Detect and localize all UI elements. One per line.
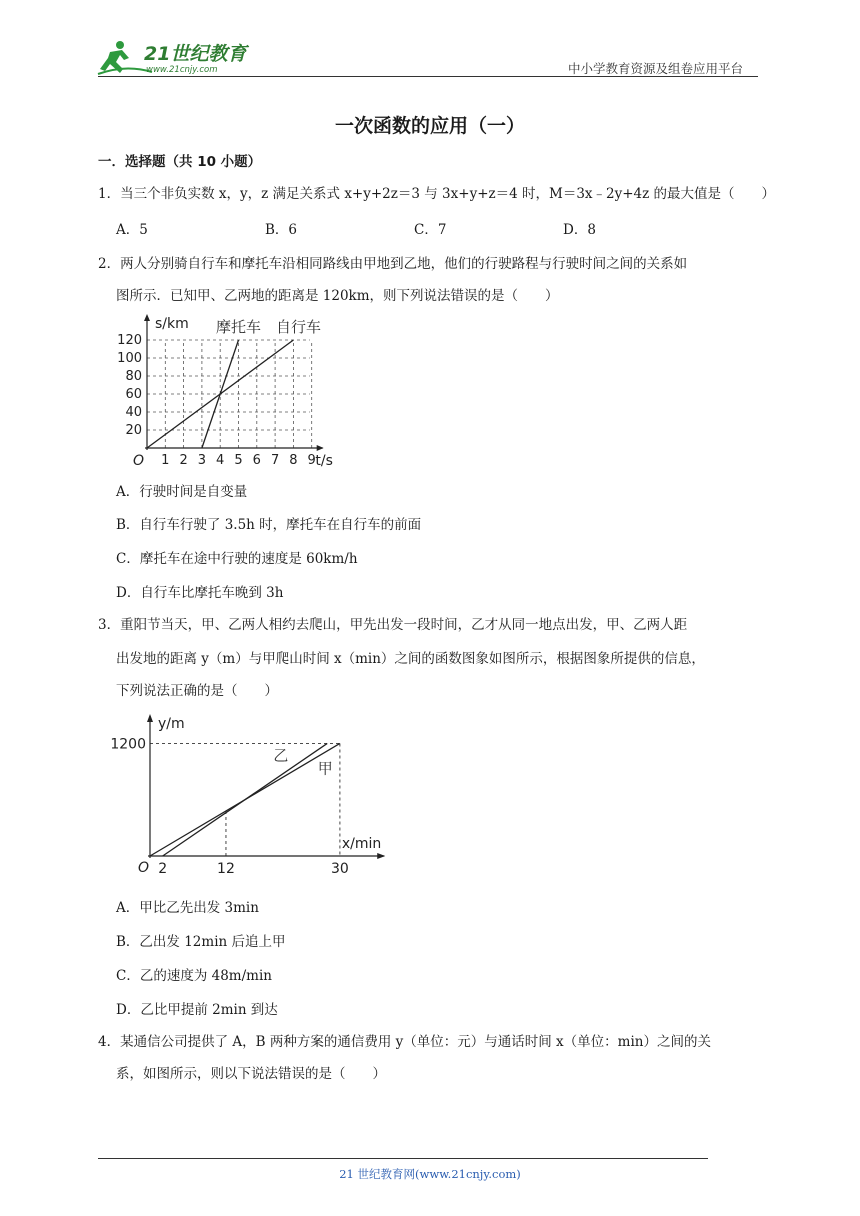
q1-option-b: B．6: [265, 222, 298, 238]
q1-option-a: A．5: [116, 222, 148, 238]
x-tick-label: 8: [289, 453, 298, 468]
q1-option-c: C．7: [414, 222, 447, 238]
x-tick-label: 9: [307, 453, 316, 468]
label-jia: 甲: [317, 759, 333, 778]
footer-text: 21 世纪教育网(www.21cnjy.com): [339, 1167, 521, 1181]
chart-2-mountain-climb: [112, 712, 412, 882]
question-3-line-3: 下列说法正确的是（ ）: [116, 683, 278, 699]
x-axis-arrow: [377, 853, 385, 859]
question-3-line-2: 出发地的距离 y（m）与甲爬山时间 x（min）之间的函数图象如图所示，根据图象所提供的信息，: [116, 651, 705, 667]
header-platform-text: 中小学教育资源及组卷应用平台: [568, 61, 744, 76]
page-title: 一次函数的应用（一）: [334, 115, 525, 137]
y-tick-label: 120: [117, 333, 142, 348]
series-line-jia: [150, 743, 340, 856]
y-axis-label: y/m: [158, 716, 185, 732]
q3-option-a: A．甲比乙先出发 3min: [116, 900, 259, 916]
y-tick-label: 20: [125, 423, 142, 438]
x-tick-label: 5: [234, 453, 243, 468]
legend-motorcycle: 摩托车: [216, 318, 262, 336]
question-3-line-1: 3．重阳节当天，甲、乙两人相约去爬山，甲先出发一段时间，乙才从同一地点出发，甲、乙两人距: [98, 617, 688, 633]
x-axis-label: t/s: [315, 453, 333, 469]
x-tick-label: 1: [161, 453, 170, 468]
y-tick-label: 1200: [110, 736, 146, 753]
footer-divider: [98, 1158, 708, 1159]
q3-option-b: B．乙出发 12min 后追上甲: [116, 934, 286, 950]
origin-label: O: [138, 860, 150, 876]
legend-bicycle: 自行车: [276, 318, 322, 336]
q2-option-d: D．自行车比摩托车晚到 3h: [116, 585, 284, 601]
question-1-text: 1．当三个非负实数 x，y，z 满足关系式 x+y+2z＝3 与 3x+y+z＝4 时，M＝3x﹣2y+4z 的最大值是（ ）: [98, 186, 776, 202]
y-tick-label: 40: [125, 405, 142, 420]
x-axis-label: x/min: [341, 836, 382, 852]
x-tick-label: 6: [252, 453, 261, 468]
y-axis-arrow: [147, 714, 153, 722]
chart-1-motorcycle-bicycle: [117, 312, 360, 472]
y-tick-label: 80: [125, 369, 142, 384]
q2-option-b: B．自行车行驶了 3.5h 时，摩托车在自行车的前面: [116, 517, 422, 533]
logo-text: 21世纪教育: [144, 43, 247, 65]
q1-option-d: D．8: [563, 222, 596, 238]
y-axis-label: s/km: [155, 316, 189, 332]
x-tick-label: 12: [217, 861, 235, 877]
x-axis-arrow: [317, 445, 324, 451]
x-tick-label: 2: [179, 453, 188, 468]
y-tick-label: 100: [117, 351, 142, 366]
question-2-line-2: 图所示．已知甲、乙两地的距离是 120km，则下列说法错误的是（ ）: [116, 288, 559, 304]
question-2-line-1: 2．两人分别骑自行车和摩托车沿相同路线由甲地到乙地，他们的行驶路程与行驶时间之间的关系如: [98, 256, 688, 272]
x-tick-label: 7: [270, 453, 280, 468]
x-tick-label: 30: [330, 861, 349, 877]
label-yi: 乙: [273, 746, 289, 765]
y-axis-arrow: [144, 314, 150, 321]
header-divider: [98, 76, 758, 77]
x-tick-label: 3: [197, 453, 207, 468]
q2-option-a: A．行驶时间是自变量: [116, 484, 248, 500]
site-logo: [96, 38, 266, 78]
origin-label: O: [133, 453, 145, 469]
logo-url: www.21cnjy.com: [146, 65, 218, 75]
q3-option-d: D．乙比甲提前 2min 到达: [116, 1002, 278, 1018]
y-tick-label: 60: [125, 387, 142, 402]
x-tick-label: 4: [216, 453, 225, 468]
q2-option-c: C．摩托车在途中行驶的速度是 60km/h: [116, 551, 358, 567]
q3-option-c: C．乙的速度为 48m/min: [116, 968, 272, 984]
x-tick-label: 2: [158, 861, 168, 877]
question-4-line-2: 系，如图所示，则以下说法错误的是（ ）: [116, 1066, 386, 1082]
section-heading: 一．选择题（共 10 小题）: [98, 154, 262, 170]
question-4-line-1: 4．某通信公司提供了 A，B 两种方案的通信费用 y（单位：元）与通话时间 x（单位：min）之间的关: [98, 1034, 711, 1050]
